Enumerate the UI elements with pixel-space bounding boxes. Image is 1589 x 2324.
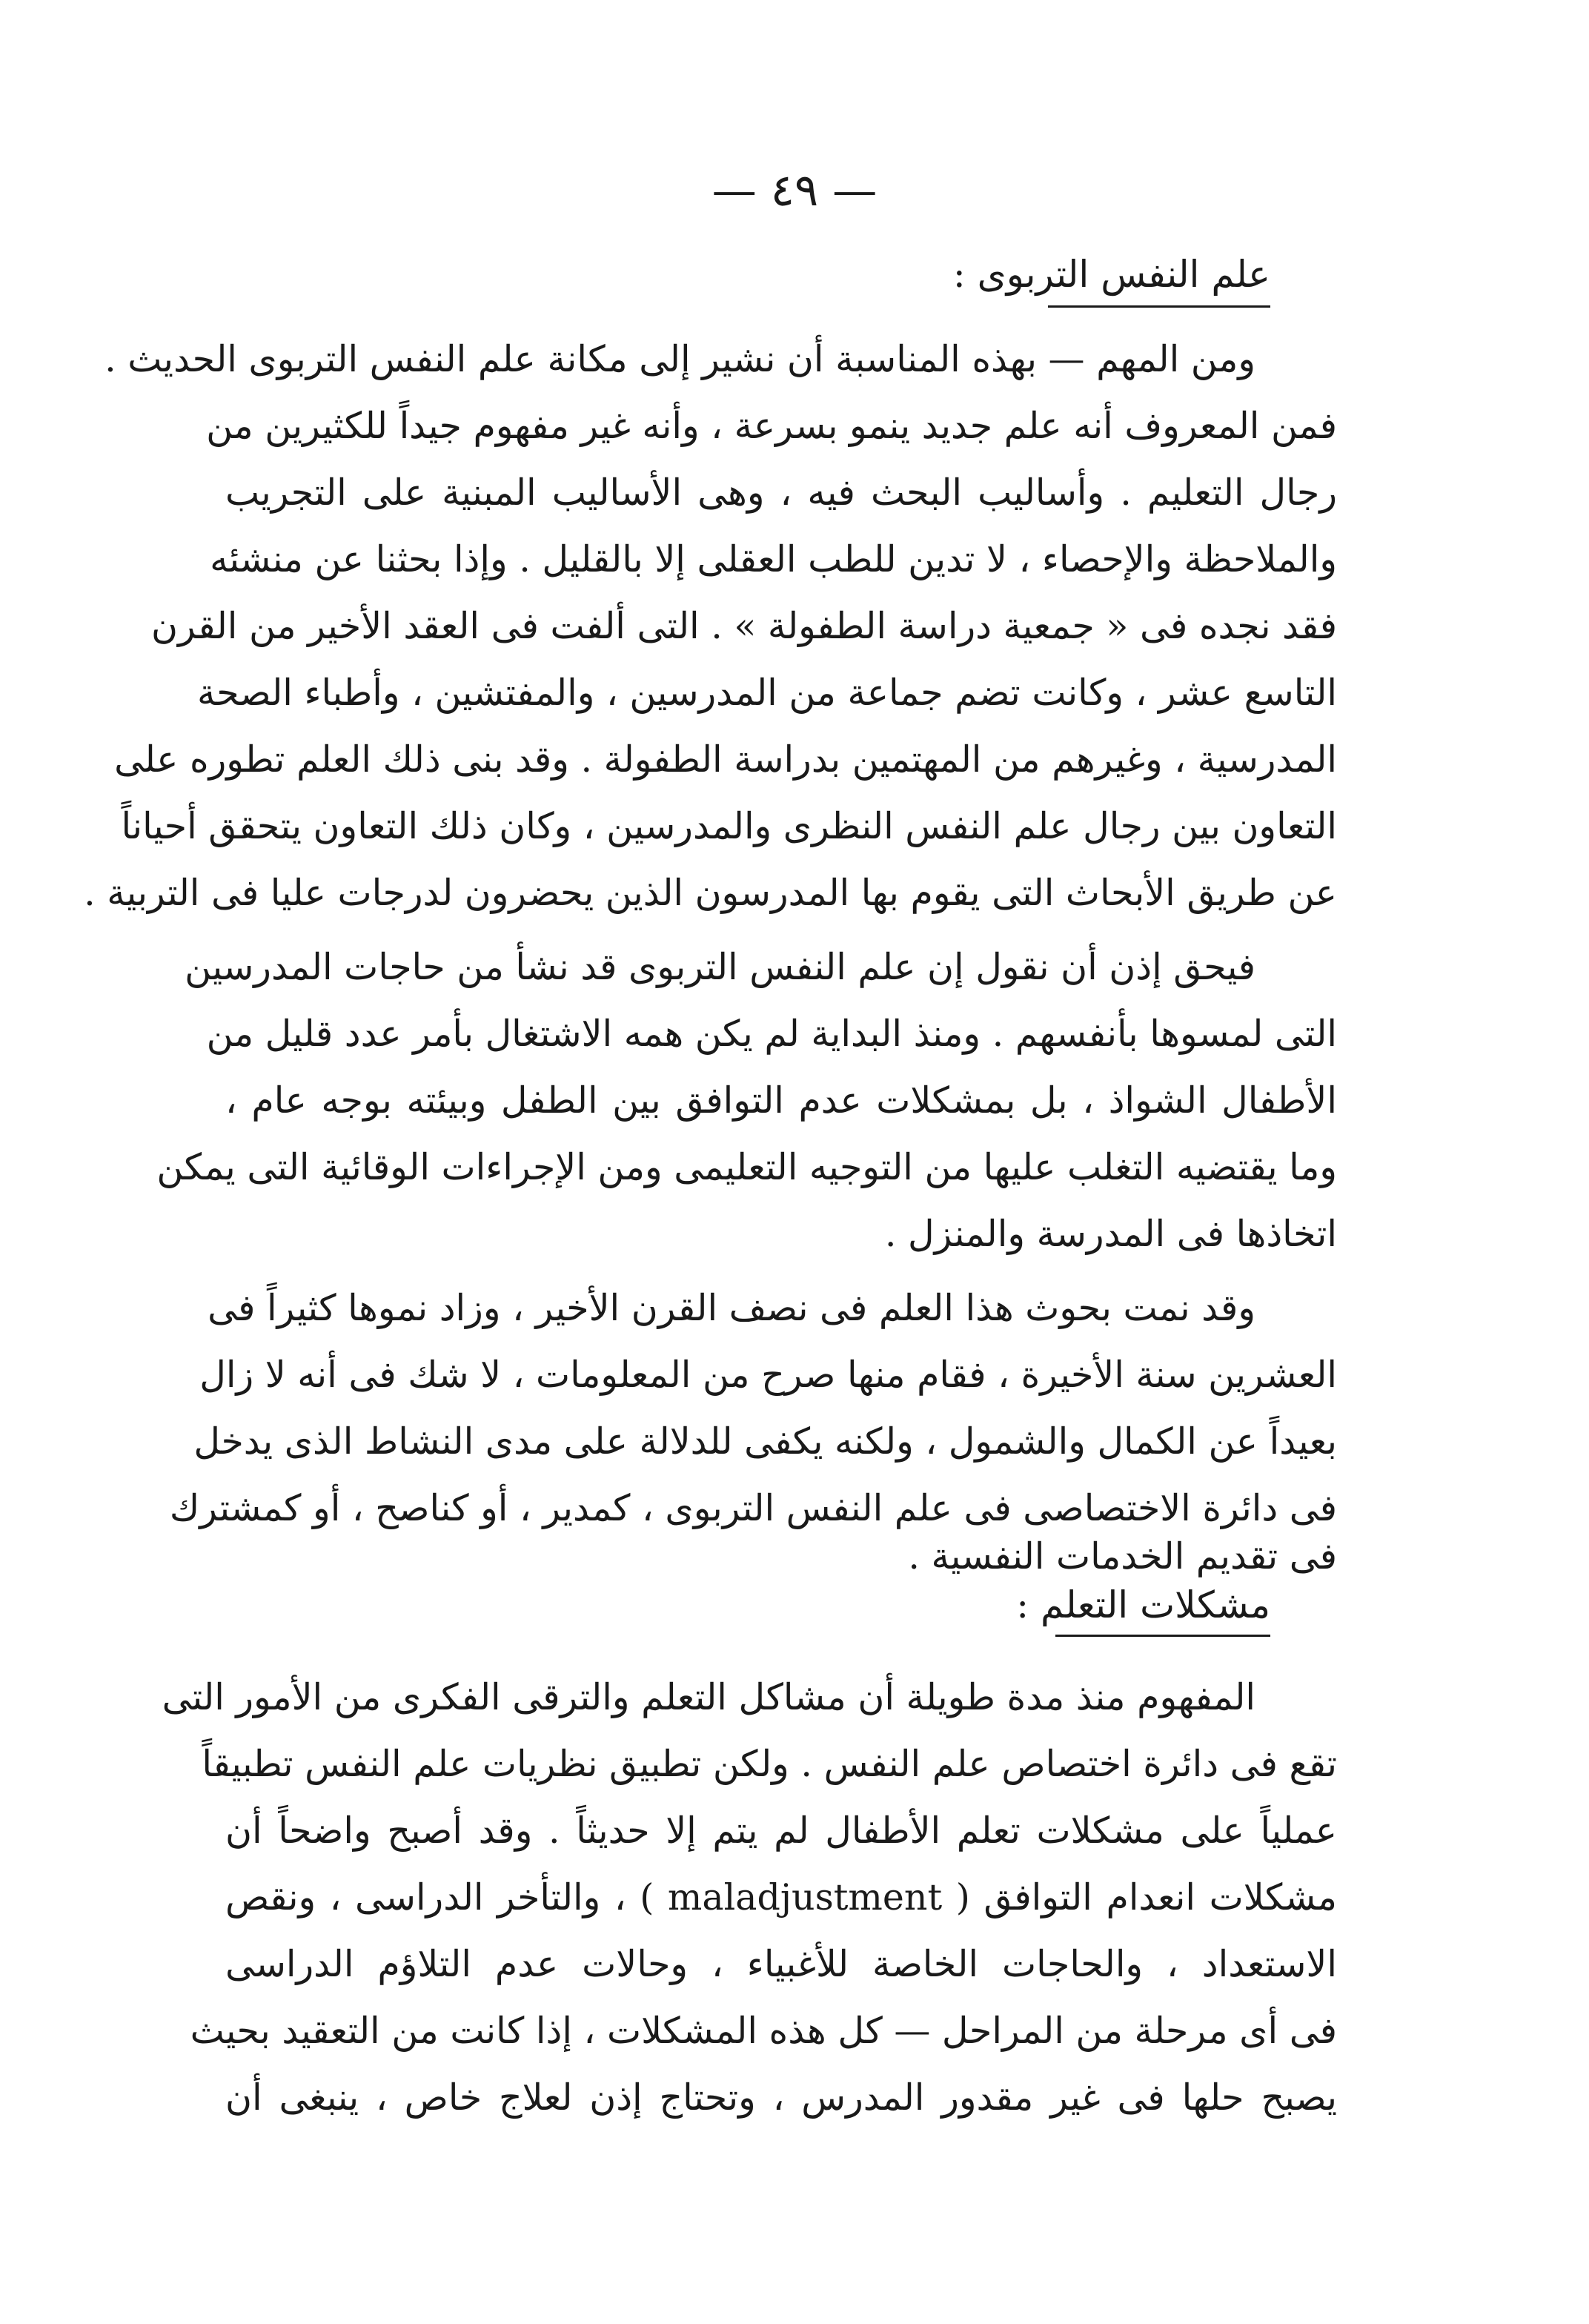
body-line: اتخاذها فى المدرسة والمنزل . — [884, 1213, 1337, 1255]
heading-underline — [1048, 305, 1270, 308]
body-line: التاسع عشر ، وكانت تضم جماعة من المدرسين ، والمفتشين ، وأطباء الصحة — [196, 672, 1337, 714]
body-line: تقع فى دائرة اختصاص علم النفس . ولكن تطبيق نظريات علم النفس تطبيقاً — [202, 1743, 1337, 1785]
body-line: فمن المعروف أنه علم جديد ينمو بسرعة ، وأنه غير مفهوم جيداً للكثيرين من — [206, 405, 1337, 447]
section-heading-educational-psychology — [953, 245, 1270, 304]
section-heading-learning-problems — [1016, 1575, 1270, 1635]
heading-underline — [1055, 1635, 1270, 1637]
body-line: الاستعداد ، والحاجات الخاصة للأغبياء ، وحالات عدم التلاؤم الدراسى — [225, 1943, 1337, 1985]
body-line: عملياً على مشكلات تعلم الأطفال لم يتم إلا حديثاً . وقد أصبح واضحاً أن — [225, 1810, 1337, 1852]
body-line: فى أى مرحلة من المراحل — كل هذه المشكلات ، إذا كانت من التعقيد بحيث — [190, 2010, 1337, 2052]
body-line: وما يقتضيه التغلب عليها من التوجيه التعليمى ومن الإجراءات الوقائية التى يمكن — [156, 1146, 1337, 1188]
body-line: التى لمسوها بأنفسهم . ومنذ البداية لم يكن همه الاشتغال بأمر عدد قليل من — [206, 1013, 1337, 1055]
body-line: يصبح حلها فى غير مقدور المدرس ، وتحتاج إذن لعلاج خاص ، ينبغى أن — [225, 2076, 1337, 2119]
body-line: عن طريق الأبحاث التى يقوم بها المدرسون الذين يحضرون لدرجات عليا فى التربية . — [84, 872, 1337, 914]
body-line: مشكلات انعدام التوافق ( maladjustment ) ، والتأخر الدراسى ، ونقص — [225, 1876, 1337, 1919]
body-line: وقد نمت بحوث هذا العلم فى نصف القرن الأخير ، وزاد نموها كثيراً فى — [208, 1287, 1255, 1329]
body-line: التعاون بين رجال علم النفس النظرى والمدرسين ، وكان ذلك التعاون يتحقق أحياناً — [121, 805, 1337, 847]
section-heading-text: مشكلات التعلم : — [1016, 1583, 1270, 1626]
body-line: فقد نجده فى « جمعية دراسة الطفولة » . التى ألفت فى العقد الأخير من القرن — [151, 605, 1337, 647]
body-line: فيحق إذن أن نقول إن علم النفس التربوى قد نشأ من حاجات المدرسين — [185, 946, 1255, 988]
body-line: ومن المهم — بهذه المناسبة أن نشير إلى مكانة علم النفس التربوى الحديث . — [105, 338, 1255, 380]
body-line: العشرين سنة الأخيرة ، فقام منها صرح من المعلومات ، لا شك فى أنه لا زال — [199, 1354, 1337, 1396]
body-line: الأطفال الشواذ ، بل بمشكلات عدم التوافق بين الطفل وبيئته بوجه عام ، — [225, 1079, 1337, 1122]
section-heading-text: علم النفس التربوى : — [952, 253, 1270, 296]
body-line: رجال التعليم . وأساليب البحث فيه ، وهى الأساليب المبنية على التجريب — [225, 471, 1337, 514]
body-line: المدرسية ، وغيرهم من المهتمين بدراسة الطفولة . وقد بنى ذلك العلم تطوره على — [114, 738, 1337, 781]
page-number: — ٤٩ — — [711, 165, 878, 216]
body-line: المفهوم منذ مدة طويلة أن مشاكل التعلم والترقى الفكرى من الأمور التى — [162, 1676, 1255, 1718]
body-line: فى دائرة الاختصاصى فى علم النفس التربوى ، كمدير ، أو كناصح ، أو كمشترك — [169, 1487, 1337, 1529]
body-line: بعيداً عن الكمال والشمول ، ولكنه يكفى للدلالة على مدى النشاط الذى يدخل — [193, 1420, 1337, 1463]
body-line: فى تقديم الخدمات النفسية . — [908, 1535, 1337, 1578]
body-line: والملاحظة والإحصاء ، لا تدين للطب العقلى إلا بالقليل . وإذا بحثنا عن منشئه — [210, 538, 1337, 580]
